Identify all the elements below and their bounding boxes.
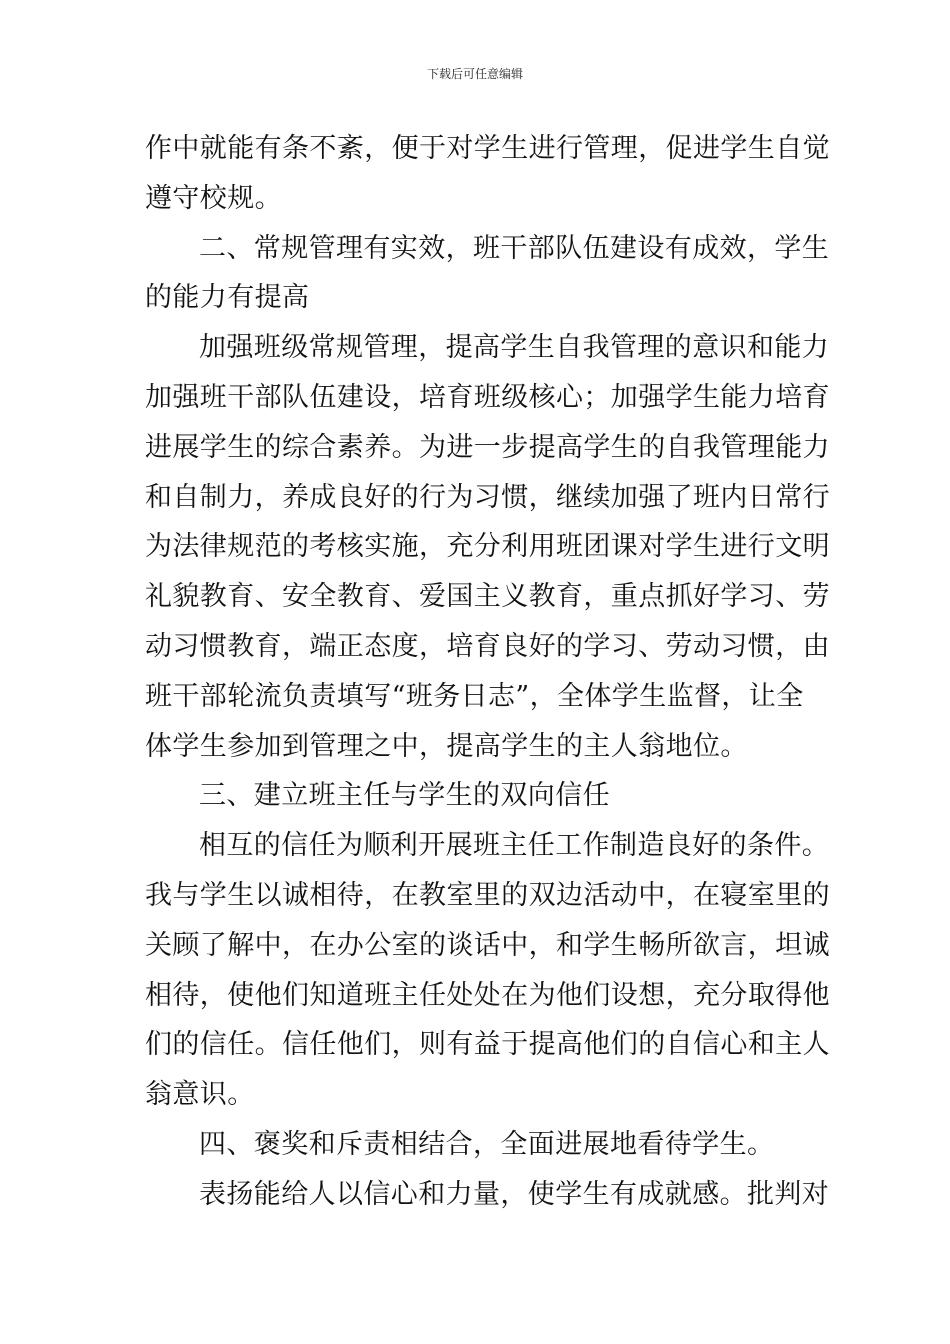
text-line: 加强班级常规管理，提高学生自我管理的意识和能力 (199, 332, 830, 364)
text-line: 礼貌教育、安全教育、爱国主义教育，重点抓好学习、劳 (145, 581, 830, 613)
text-line: 相互的信任为顺利开展班主任工作制造良好的条件。 (199, 830, 830, 862)
text-line: 我与学生以诚相待，在教室里的双边活动中，在寝室里的 (145, 879, 830, 911)
document-body (145, 124, 830, 1220)
text-line: 为法律规范的考核实施，充分利用班团课对学生进行文明 (145, 531, 830, 563)
text-line: 班干部轮流负责填写“班务日志”，全体学生监督，让全 (145, 680, 804, 712)
text-line: 的能力有提高 (145, 282, 310, 314)
text-line: 体学生参加到管理之中，提高学生的主人翁地位。 (145, 730, 748, 762)
text-line: 作中就能有条不紊，便于对学生进行管理，促进学生自觉 (145, 133, 830, 164)
page-header: 下载后可任意编辑 (426, 67, 523, 81)
text-line: 动习惯教育，端正态度，培育良好的学习、劳动习惯，由 (145, 630, 830, 662)
text-line: 相待，使他们知道班主任处处在为他们设想，充分取得他 (145, 979, 830, 1011)
text-line: 进展学生的综合素养。为进一步提高学生的自我管理能力 (145, 431, 830, 463)
text-line: 表扬能给人以信心和力量，使学生有成就感。批判对 (199, 1178, 830, 1210)
text-line: 关顾了解中，在办公室的谈话中，和学生畅所欲言，坦诚 (145, 929, 830, 961)
text-line: 加强班干部队伍建设，培育班级核心；加强学生能力培育 (145, 381, 830, 413)
text-line: 三、建立班主任与学生的双向信任 (199, 780, 610, 812)
text-line: 和自制力，养成良好的行为习惯，继续加强了班内日常行 (145, 481, 830, 513)
text-line: 二、常规管理有实效，班干部队伍建设有成效，学生 (199, 232, 830, 264)
text-line: 四、褒奖和斥责相结合，全面进展地看待学生。 (199, 1128, 775, 1160)
text-line: 们的信任。信任他们，则有益于提高他们的自信心和主人 (145, 1029, 830, 1061)
text-line: 翁意识。 (145, 1079, 255, 1111)
text-line: 遵守校规。 (145, 182, 282, 214)
